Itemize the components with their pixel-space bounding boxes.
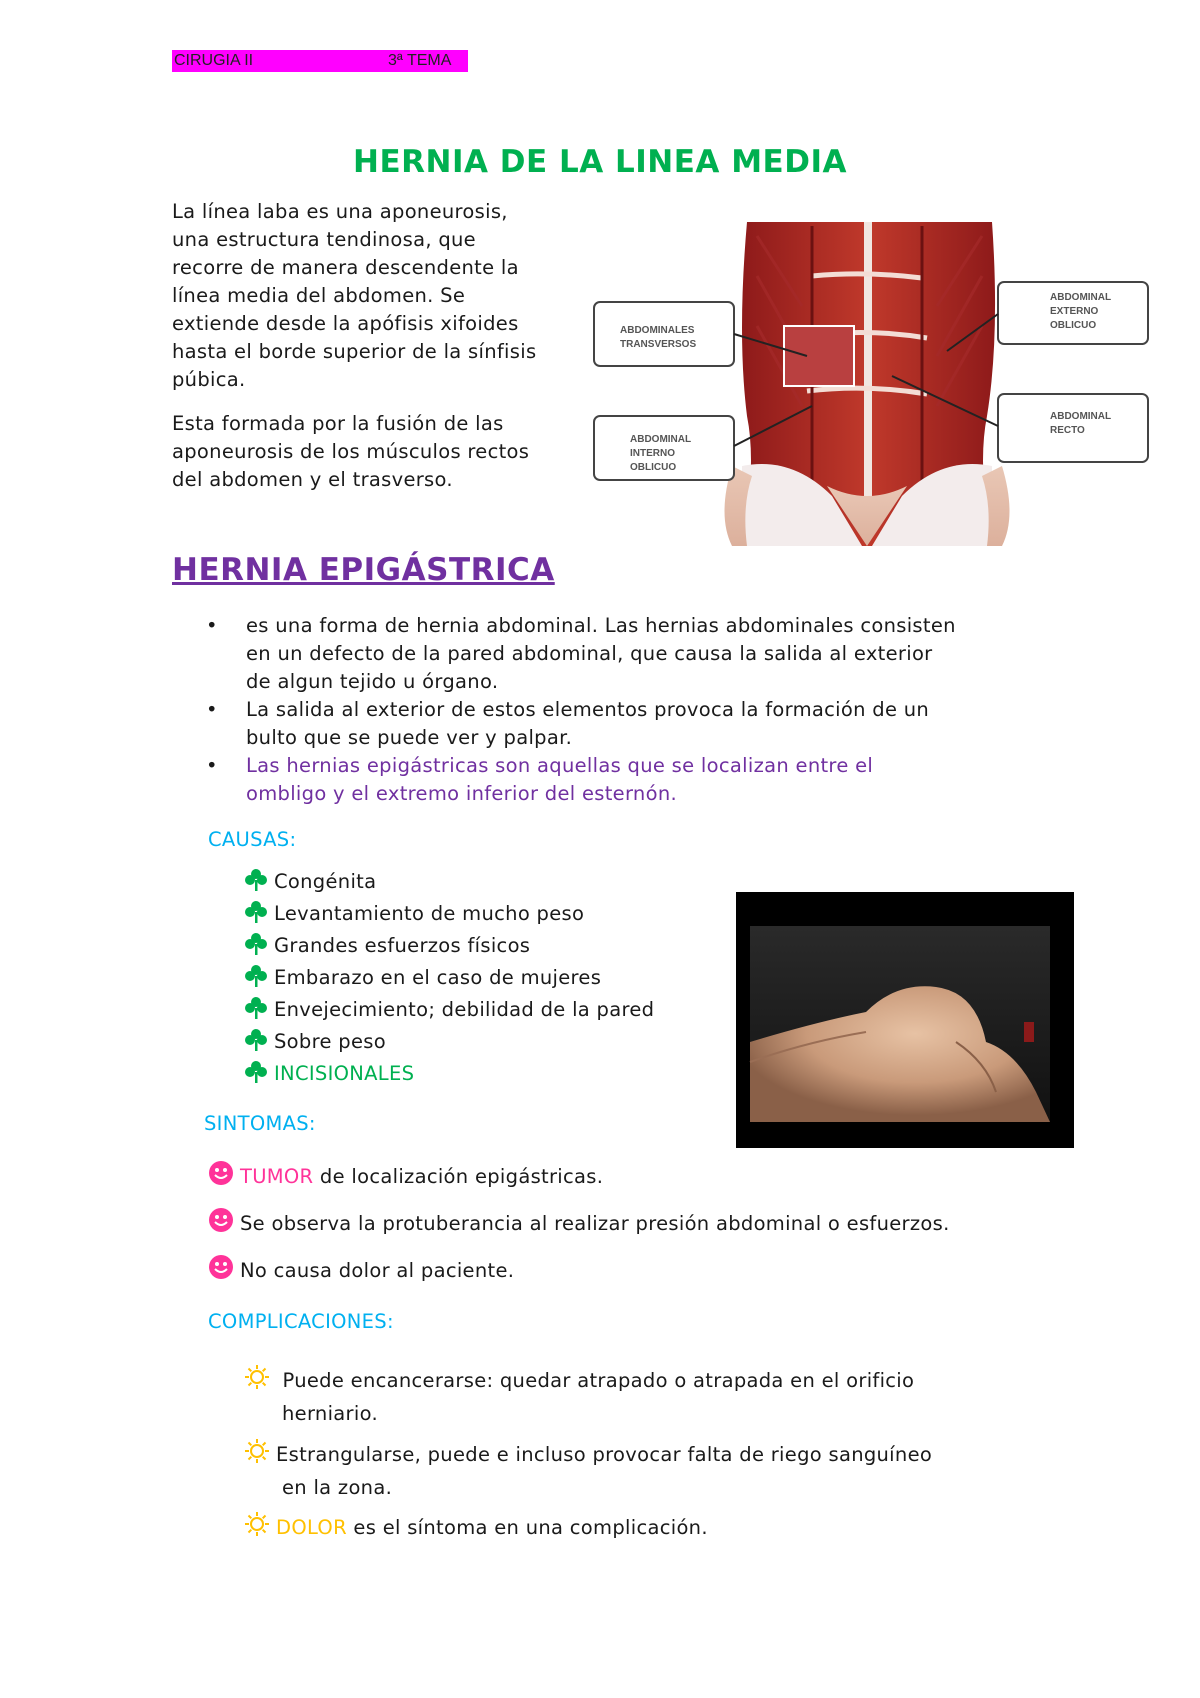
bullet-icon: •	[206, 754, 218, 777]
header-topic: 3ª TEMA	[388, 52, 452, 69]
list-item	[208, 1160, 1088, 1191]
text-line: La salida al exterior de estos elementos provoca la formación de un	[246, 698, 930, 721]
clover-icon	[244, 1060, 268, 1084]
list-item	[244, 868, 724, 900]
text-line: Esta formada por la fusión de las	[172, 412, 504, 435]
text-line: del abdomen y el trasverso.	[172, 468, 453, 491]
causas-heading: CAUSAS:	[208, 828, 297, 851]
list-item	[204, 696, 1064, 752]
list-item	[244, 1511, 1044, 1544]
clover-icon	[244, 996, 268, 1020]
sintoma-text: Se observa la protuberancia al realizar presión abdominal o esfuerzos.	[240, 1212, 950, 1235]
text-line: Las hernias epigástricas son aquellas que se localizan entre el	[246, 754, 874, 777]
label-recto-2: RECTO	[1050, 425, 1085, 436]
bullet-icon: •	[206, 698, 218, 721]
clover-icon	[244, 900, 268, 924]
causa-text: Envejecimiento; debilidad de la pared	[274, 998, 655, 1021]
text-line: ombligo y el extremo inferior del esternón.	[246, 782, 677, 805]
complicacion-text: Puede encancerarse: quedar atrapado o atrapada en el orificio	[276, 1369, 915, 1392]
hernia-photo	[736, 892, 1074, 1148]
label-transversos-2: TRANSVERSOS	[620, 339, 697, 350]
sintoma-text: No causa dolor al paciente.	[240, 1259, 515, 1282]
causa-text: Grandes esfuerzos físicos	[274, 934, 531, 957]
smiley-icon	[208, 1207, 234, 1233]
list-item	[244, 964, 724, 996]
causa-text: Sobre peso	[274, 1030, 386, 1053]
text-line: bulto que se puede ver y palpar.	[246, 726, 573, 749]
section-title-epigastrica: HERNIA EPIGÁSTRICA	[172, 552, 555, 588]
complicacion-text: es el síntoma en una complicación.	[346, 1516, 708, 1539]
sun-icon	[244, 1364, 270, 1390]
label-externo-1: ABDOMINAL	[1050, 292, 1112, 303]
sun-icon	[244, 1438, 270, 1464]
list-item	[244, 932, 724, 964]
clover-icon	[244, 868, 268, 892]
complicaciones-heading: COMPLICACIONES:	[208, 1310, 394, 1333]
text-line: recorre de manera descendente la	[172, 256, 519, 279]
smiley-icon	[208, 1160, 234, 1186]
text-line: hasta el borde superior de la sínfisis	[172, 340, 537, 363]
list-item	[244, 1438, 1044, 1504]
text-line: La línea laba es una aponeurosis,	[172, 200, 508, 223]
smiley-icon	[208, 1254, 234, 1280]
text-line: de algun tejido u órgano.	[246, 670, 499, 693]
label-recto-1: ABDOMINAL	[1050, 411, 1112, 422]
text-line: es una forma de hernia abdominal. Las hernias abdominales consisten	[246, 614, 956, 637]
list-item	[208, 1254, 1088, 1285]
list-item	[204, 752, 1064, 808]
complicacion-text: Estrangularse, puede e incluso provocar falta de riego sanguíneo	[276, 1443, 933, 1466]
label-transversos-1: ABDOMINALES	[620, 325, 695, 336]
abdominal-muscles-figure	[592, 216, 1152, 556]
bullet-icon: •	[206, 614, 218, 637]
label-interno-3: OBLICUO	[630, 462, 677, 473]
causa-text: Levantamiento de mucho peso	[274, 902, 585, 925]
causa-text: Embarazo en el caso de mujeres	[274, 966, 602, 989]
complicacion-text-cont: herniario.	[282, 1402, 378, 1425]
text-line: en un defecto de la pared abdominal, que causa la salida al exterior	[246, 642, 933, 665]
label-externo-2: EXTERNO	[1050, 306, 1099, 317]
label-interno-2: INTERNO	[630, 448, 675, 459]
sintoma-highlight: TUMOR	[240, 1165, 314, 1188]
list-item	[244, 1060, 724, 1092]
header-highlight	[172, 50, 468, 72]
paragraph-fusion	[172, 410, 592, 494]
bullet-list	[204, 612, 1064, 808]
text-line: extiende desde la apófisis xifoides	[172, 312, 519, 335]
header-subject: CIRUGIA II	[174, 52, 254, 69]
sintoma-text: de localización epigástricas.	[313, 1165, 604, 1188]
list-item	[244, 1364, 1044, 1430]
clover-icon	[244, 932, 268, 956]
list-item	[244, 996, 724, 1028]
paragraph-linea-alba	[172, 198, 592, 394]
sintomas-heading: SINTOMAS:	[204, 1112, 316, 1135]
list-item	[204, 612, 1064, 696]
label-externo-3: OBLICUO	[1050, 320, 1097, 331]
label-interno-1: ABDOMINAL	[630, 434, 692, 445]
clover-icon	[244, 964, 268, 988]
text-line: una estructura tendinosa, que	[172, 228, 476, 251]
text-line: púbica.	[172, 368, 246, 391]
sun-icon	[244, 1511, 270, 1537]
text-line: aponeurosis de los músculos rectos	[172, 440, 530, 463]
complicacion-highlight: DOLOR	[276, 1516, 347, 1539]
complicacion-text-cont: en la zona.	[282, 1476, 393, 1499]
section-title-linea-media: HERNIA DE LA LINEA MEDIA	[353, 144, 847, 180]
list-item	[244, 1028, 724, 1060]
text-line: línea media del abdomen. Se	[172, 284, 466, 307]
causa-text: INCISIONALES	[274, 1062, 415, 1085]
causa-text: Congénita	[274, 870, 377, 893]
causas-list	[244, 868, 724, 1092]
list-item	[244, 900, 724, 932]
clover-icon	[244, 1028, 268, 1052]
list-item	[208, 1207, 1088, 1238]
